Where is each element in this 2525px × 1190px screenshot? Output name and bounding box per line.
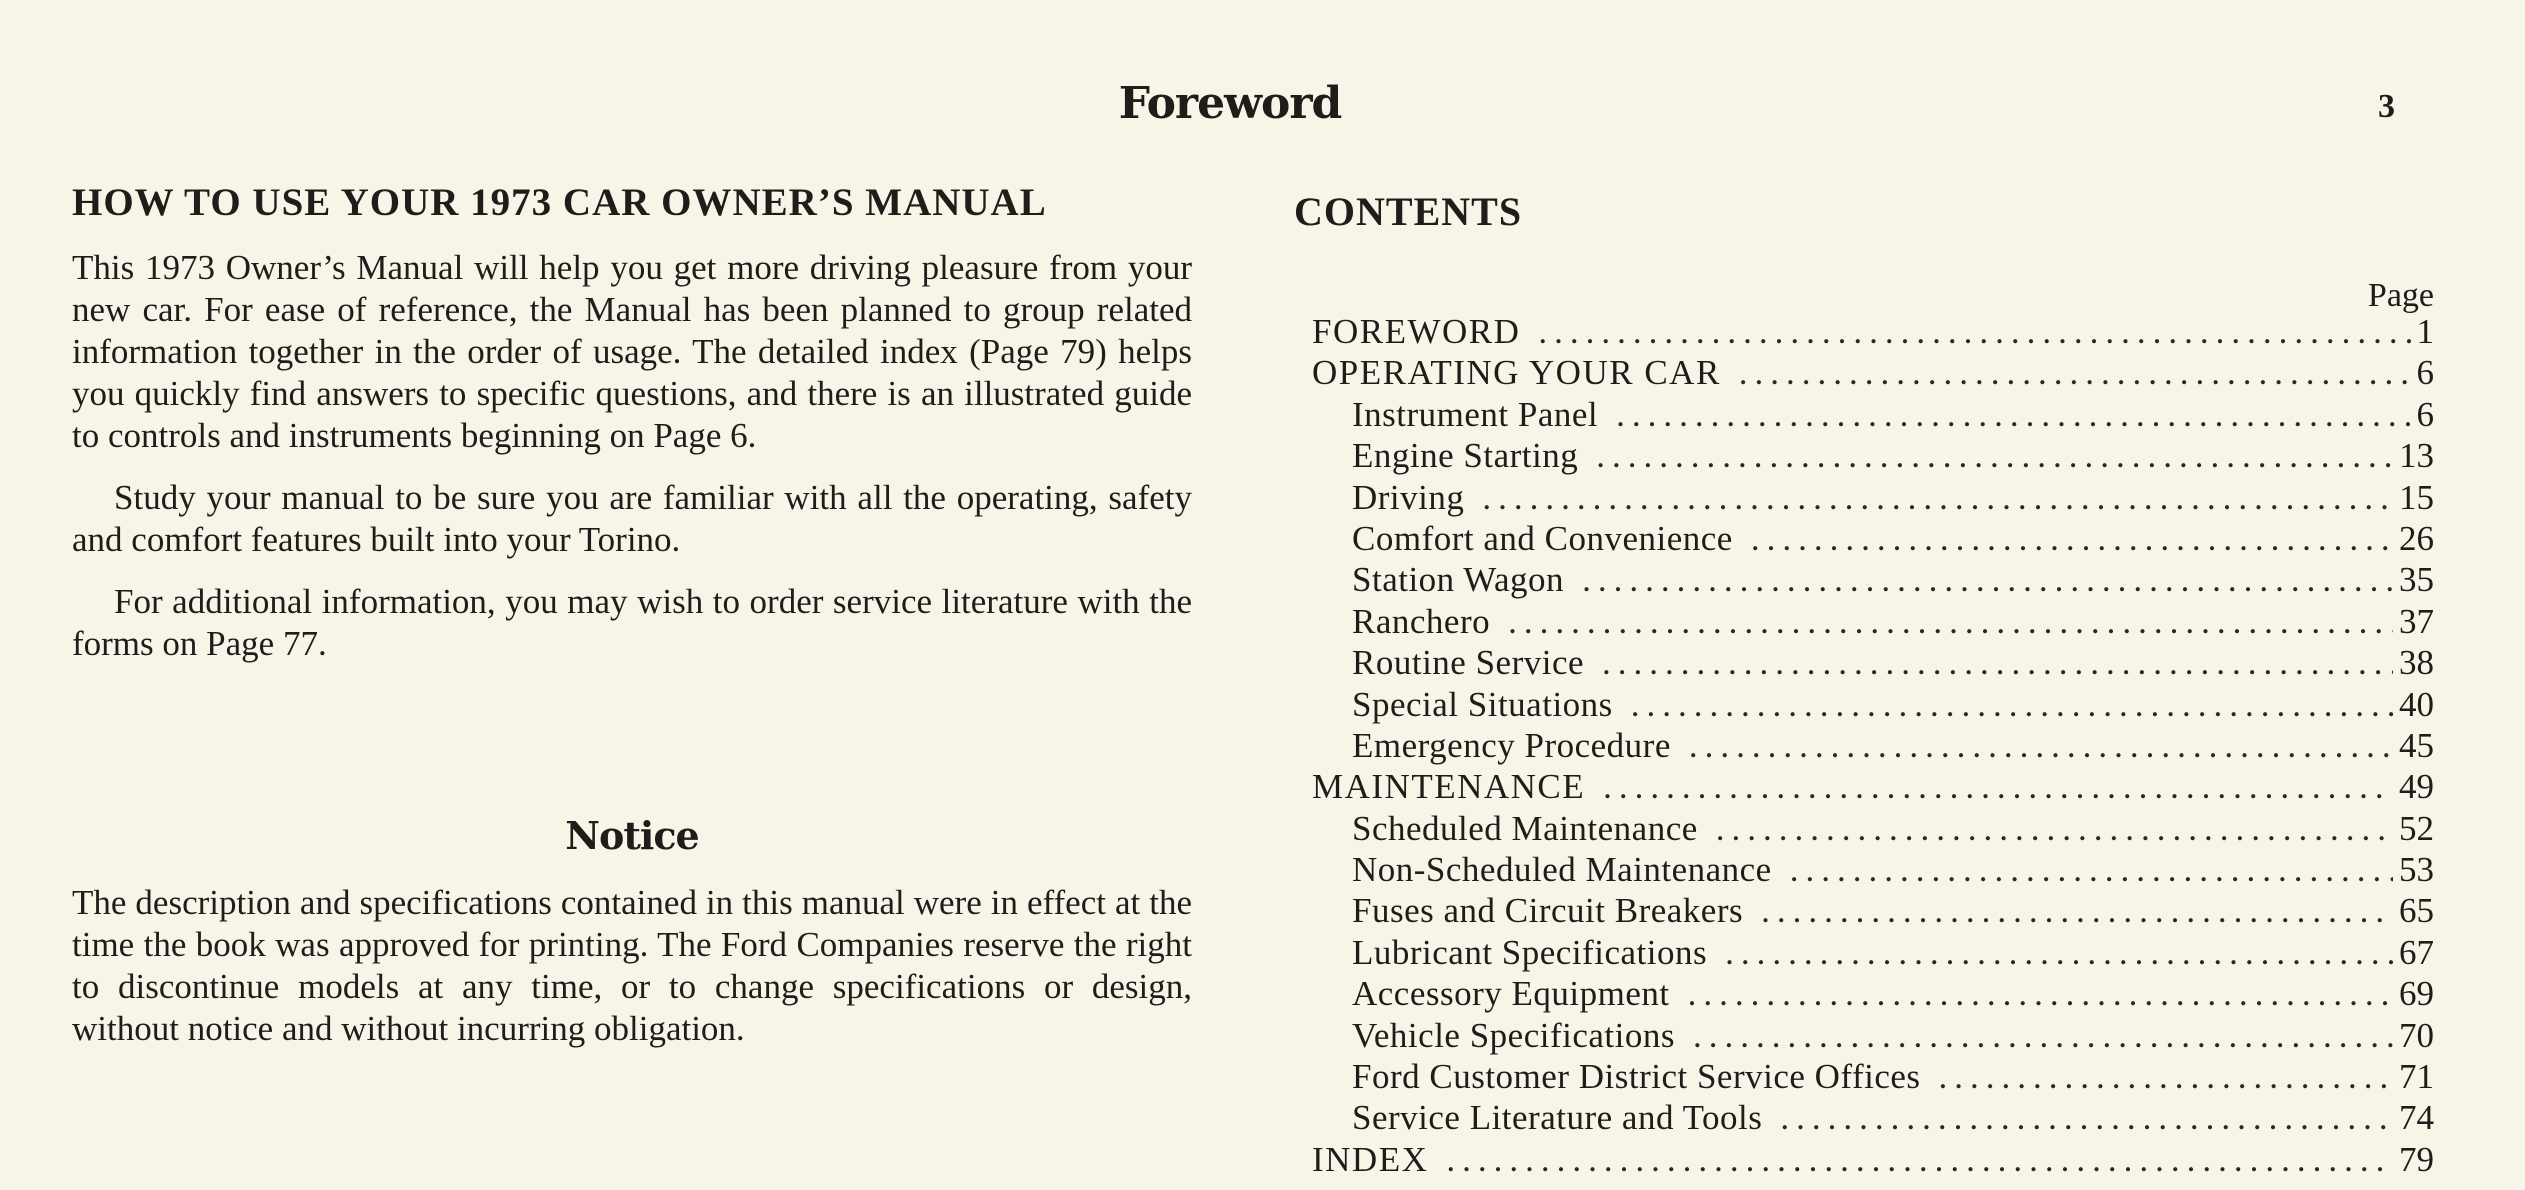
toc-entry-page: 38 (2399, 643, 2434, 683)
toc-entry-label: Station Wagon (1352, 560, 1565, 600)
toc-entry-label: Vehicle Specifications (1352, 1015, 1675, 1055)
toc-entry-page: 70 (2399, 1015, 2434, 1055)
toc-entry-page: 71 (2399, 1057, 2434, 1097)
toc-entry[interactable] (1294, 435, 2434, 476)
toc-entry-page: 6 (2416, 353, 2434, 393)
toc-dot-leader (1689, 725, 2393, 766)
toc-dot-leader (1602, 642, 2393, 683)
toc-entry-page: 65 (2399, 891, 2434, 931)
toc-entry-page: 37 (2399, 601, 2434, 641)
table-of-contents (1294, 311, 2434, 1180)
toc-entry[interactable] (1294, 1139, 2434, 1180)
toc-dot-leader (1538, 311, 2410, 352)
toc-entry-label: Instrument Panel (1352, 394, 1599, 434)
toc-entry-page: 67 (2399, 932, 2434, 972)
toc-entry-page: 35 (2399, 560, 2434, 600)
toc-entry[interactable] (1294, 849, 2434, 890)
toc-entry[interactable] (1294, 725, 2434, 766)
toc-entry[interactable] (1294, 352, 2434, 393)
contents-heading: CONTENTS (1294, 189, 1523, 234)
toc-entry[interactable] (1294, 642, 2434, 683)
toc-dot-leader (1790, 849, 2393, 890)
toc-entry-label: Non-Scheduled Maintenance (1352, 850, 1772, 890)
toc-dot-leader (1596, 435, 2393, 476)
toc-dot-leader (1725, 932, 2393, 973)
toc-entry-label: Routine Service (1352, 643, 1585, 683)
toc-entry-page: 53 (2399, 850, 2434, 890)
toc-entry-label: Fuses and Circuit Breakers (1352, 891, 1744, 931)
toc-entry-page: 79 (2399, 1139, 2434, 1179)
toc-entry[interactable] (1294, 311, 2434, 352)
toc-entry[interactable] (1294, 890, 2434, 931)
toc-entry[interactable] (1294, 394, 2434, 435)
toc-entry-label: MAINTENANCE (1312, 767, 1586, 807)
toc-entry-page: 1 (2416, 312, 2434, 351)
toc-entry-page: 13 (2399, 436, 2434, 476)
toc-dot-leader (1693, 1015, 2393, 1056)
toc-entry-label: Comfort and Convenience (1352, 518, 1733, 558)
toc-dot-leader (1716, 808, 2393, 849)
how-to-section (72, 180, 1192, 1070)
toc-entry-page: 49 (2399, 767, 2434, 807)
toc-entry-label: Ranchero (1352, 601, 1491, 641)
toc-entry-label: OPERATING YOUR CAR (1312, 353, 1721, 393)
page-column-label: Page (2367, 277, 2434, 314)
toc-entry[interactable] (1294, 1056, 2434, 1097)
notice-text: The description and specifications contained in this manual were in effect at the time the book was approved for printing. The Ford Companies reserve the right to discontinue models at any time, or to change specifications or design, without notice and without incurring obligation. (72, 883, 1192, 1048)
toc-entry[interactable] (1294, 559, 2434, 600)
toc-entry-label: Emergency Procedure (1352, 725, 1671, 765)
toc-entry-label: Scheduled Maintenance (1352, 808, 1698, 848)
toc-entry[interactable] (1294, 808, 2434, 849)
toc-entry-label: Ford Customer District Service Offices (1352, 1057, 1921, 1097)
toc-entry-label: Lubricant Specifications (1352, 932, 1708, 972)
toc-entry-label: Special Situations (1352, 684, 1613, 724)
toc-entry[interactable] (1294, 932, 2434, 973)
toc-entry[interactable] (1294, 973, 2434, 1014)
toc-entry-label: Service Literature and Tools (1352, 1098, 1763, 1138)
notice-heading: Notice (565, 813, 699, 858)
toc-entry-page: 26 (2399, 518, 2434, 558)
toc-entry-label: Driving (1352, 477, 1465, 517)
toc-entry-page: 15 (2399, 477, 2434, 517)
toc-entry[interactable] (1294, 684, 2434, 725)
page-title: Foreword (1118, 78, 1342, 129)
how-to-paragraph: This 1973 Owner’s Manual will help you get more driving pleasure from your new car. For ease of reference, the Manual has been planned to group related information together in the order of usage. The detailed index (Page 79) helps you quickly find answers to specific questions, and there is an illustrated guide to controls and instruments beginning on Page 6. (72, 248, 1192, 455)
toc-entry-page: 69 (2399, 974, 2434, 1014)
page-number: 3 (2378, 88, 2395, 125)
how-to-heading: HOW TO USE YOUR 1973 CAR OWNER’S MANUAL (72, 181, 1047, 224)
toc-dot-leader (1780, 1097, 2393, 1138)
toc-dot-leader (1761, 890, 2393, 931)
toc-entry[interactable] (1294, 601, 2434, 642)
toc-entry-page: 45 (2399, 725, 2434, 765)
toc-dot-leader (1446, 1139, 2393, 1180)
toc-entry-page: 40 (2399, 684, 2434, 724)
toc-entry-label: Engine Starting (1352, 436, 1579, 476)
toc-entry-page: 74 (2399, 1098, 2434, 1138)
toc-entry[interactable] (1294, 1097, 2434, 1138)
toc-entry[interactable] (1294, 477, 2434, 518)
toc-dot-leader (1582, 559, 2393, 600)
how-to-paragraph: For additional information, you may wish to order service literature with the forms on Page 77. (72, 582, 1192, 663)
toc-entry[interactable] (1294, 766, 2434, 807)
toc-entry[interactable] (1294, 518, 2434, 559)
toc-entry-label: INDEX (1312, 1139, 1429, 1179)
toc-entry[interactable] (1294, 1015, 2434, 1056)
toc-dot-leader (1739, 352, 2411, 393)
toc-dot-leader (1603, 766, 2393, 807)
toc-entry-label: FOREWORD (1312, 312, 1521, 351)
contents-section (1294, 188, 2434, 1180)
toc-entry-label: Accessory Equipment (1352, 974, 1670, 1014)
toc-dot-leader (1688, 973, 2393, 1014)
toc-dot-leader (1751, 518, 2393, 559)
toc-entry-page: 52 (2399, 808, 2434, 848)
toc-dot-leader (1616, 394, 2410, 435)
toc-dot-leader (1939, 1056, 2393, 1097)
how-to-paragraph: Study your manual to be sure you are familiar with all the operating, safety and comfort features built into your Torino. (72, 478, 1192, 559)
toc-dot-leader (1508, 601, 2393, 642)
toc-dot-leader (1482, 477, 2393, 518)
toc-dot-leader (1631, 684, 2393, 725)
toc-entry-page: 6 (2416, 394, 2434, 434)
